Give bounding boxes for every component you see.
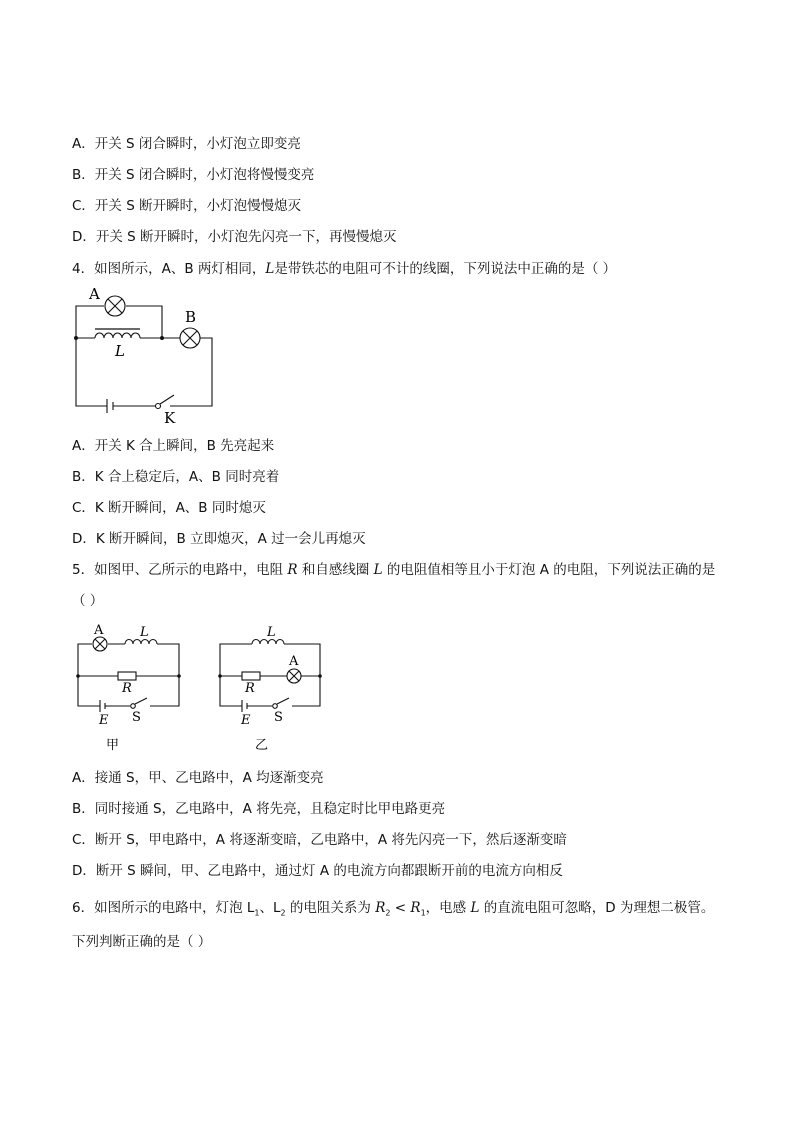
q6-sep: 、L xyxy=(259,900,281,916)
q5-stem-mid: 和自感线圈 xyxy=(297,562,374,578)
q4-option-d: D．K 断开瞬间，B 立即熄灭，A 过一会儿再熄灭 xyxy=(72,531,366,547)
q5-jia-label-a: A xyxy=(94,623,104,638)
q4-battery-icon xyxy=(107,399,113,413)
q5-yi-label-l: L xyxy=(267,625,276,640)
q6-r-left-sub: 2 xyxy=(385,908,391,918)
q5-jia-resistor-icon xyxy=(118,672,136,680)
q5-circuit-figure-jia xyxy=(70,620,195,760)
q5-stem-paren: （ ） xyxy=(72,593,104,609)
q5-option-b: B．同时接通 S，乙电路中，A 将先亮，且稳定时比甲电路更亮 xyxy=(72,801,446,817)
q5-yi-label-s: S xyxy=(274,710,283,725)
q5-option-c: C．断开 S，甲电路中，A 将逐渐变暗，乙电路中，A 将先闪亮一下，然后逐渐变暗 xyxy=(72,832,567,848)
q6-stem xyxy=(72,899,714,923)
q3-option-b: B．开关 S 闭合瞬时，小灯泡将慢慢变亮 xyxy=(72,167,315,183)
q5-var-l: L xyxy=(373,562,383,578)
q5-yi-battery-icon xyxy=(242,700,247,712)
q5-jia-caption: 甲 xyxy=(106,738,120,753)
q6-var-l: L xyxy=(470,900,480,916)
q5-stem-pre: 5．如图甲、乙所示的电路中，电阻 xyxy=(72,562,288,578)
q5-yi-resistor-icon xyxy=(242,672,260,680)
q4-stem-post: 是带铁芯的电阻可不计的线圈，下列说法中正确的是（ ） xyxy=(274,261,617,277)
q5-jia-battery-icon xyxy=(100,700,105,712)
q4-label-b: B xyxy=(185,308,197,326)
q5-jia-label-e: E xyxy=(99,713,109,728)
q6-stem-line2: 下列判断正确的是（ ） xyxy=(72,934,212,950)
q5-jia-label-r: R xyxy=(122,681,132,696)
q3-option-c: C．开关 S 断开瞬时，小灯泡慢慢熄灭 xyxy=(72,198,302,214)
q5-yi-label-r: R xyxy=(245,681,255,696)
q5-option-d: D．断开 S 瞬间，甲、乙电路中，通过灯 A 的电流方向都跟断开前的电流方向相反 xyxy=(72,863,563,879)
q5-stem-post: 的电阻值相等且小于灯泡 A 的电阻，下列说法正确的是 xyxy=(382,562,716,578)
q5-jia-label-s: S xyxy=(132,710,141,725)
q3-option-a: A．开关 S 闭合瞬时，小灯泡立即变亮 xyxy=(72,136,301,152)
q5-yi-label-a: A xyxy=(289,654,299,669)
q6-r-right: R xyxy=(410,900,421,916)
q4-option-b: B．K 合上稳定后，A、B 同时亮着 xyxy=(72,469,280,485)
q5-yi-switch-icon xyxy=(273,704,278,709)
q6-stem-mid: 的电阻关系为 xyxy=(285,900,376,916)
q6-stem-mid2: ，电感 xyxy=(425,900,471,916)
q6-sub1: 1 xyxy=(254,908,260,918)
q6-lt: < xyxy=(390,900,411,916)
q5-var-r: R xyxy=(287,562,298,578)
q4-circuit-figure xyxy=(70,282,220,427)
q3-option-d: D．开关 S 断开瞬时，小灯泡先闪亮一下，再慢慢熄灭 xyxy=(72,229,397,245)
q6-sub2: 2 xyxy=(280,908,286,918)
q4-stem xyxy=(72,260,616,278)
q5-stem xyxy=(72,561,715,579)
q4-switch-k-icon xyxy=(156,404,161,409)
q4-option-a: A．开关 K 合上瞬间，B 先亮起来 xyxy=(72,438,275,454)
q5-jia-switch-icon xyxy=(131,704,136,709)
q4-option-c: C．K 断开瞬间，A、B 同时熄灭 xyxy=(72,500,266,516)
q4-stem-var: L xyxy=(265,261,275,277)
q4-label-l: L xyxy=(115,342,125,360)
q4-label-a: A xyxy=(89,285,100,303)
q5-option-a: A．接通 S，甲、乙电路中，A 均逐渐变亮 xyxy=(72,770,324,786)
q6-stem-pre: 6．如图所示的电路中，灯泡 L xyxy=(72,900,255,916)
q6-r-left: R xyxy=(375,900,386,916)
q5-jia-label-l: L xyxy=(140,625,149,640)
q4-stem-pre: 4．如图所示，A、B 两灯相同， xyxy=(72,261,266,277)
q4-label-k: K xyxy=(164,409,176,427)
q6-r-right-sub: 1 xyxy=(420,908,426,918)
q5-yi-label-e: E xyxy=(241,713,251,728)
q5-yi-caption: 乙 xyxy=(255,738,269,753)
q6-stem-post: 的直流电阻可忽略，D 为理想二极管。 xyxy=(479,900,715,916)
q5-circuit-figure-yi xyxy=(212,620,337,760)
